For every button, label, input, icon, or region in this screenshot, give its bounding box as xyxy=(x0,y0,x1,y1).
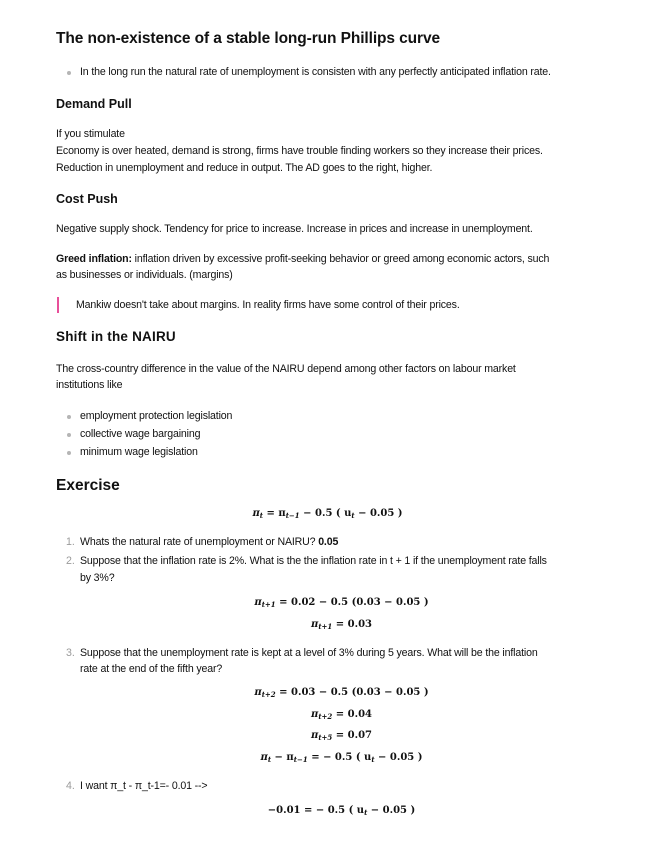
q2-equation-2: $\pi_{t+1} = 0.03$ xyxy=(310,619,372,631)
greed-inflation-definition: inflation driven by excessive profit-seeking behavior or greed among economic actors, such xyxy=(131,253,550,265)
question-2-line-2: by 3%? xyxy=(80,572,115,584)
quote-text: Mankiw doesn't take about margins. In reality firms have some control of their prices. xyxy=(76,299,460,311)
greed-inflation-line-2: as businesses or individuals. (margins) xyxy=(56,269,233,281)
nairu-item-2: collective wage bargaining xyxy=(80,428,201,440)
question-2-line-1: Suppose that the inflation rate is 2%. What is the the inflation rate in t + 1 if the unemployment rate falls xyxy=(80,555,547,567)
demand-pull-line-3: Reduction in unemployment and reduce in output. The AD goes to the right, higher. xyxy=(56,162,433,174)
question-1 xyxy=(80,534,338,551)
demand-pull-line-2: Economy is over heated, demand is strong, firms have trouble finding workers so they increase their prices. xyxy=(56,145,543,157)
exercise-heading: Exercise xyxy=(56,477,120,494)
list-number: 3. xyxy=(66,647,75,659)
list-number: 2. xyxy=(66,555,75,567)
q3-equation-2: $\pi_{t+2} = 0.04$ xyxy=(310,709,372,721)
bullet-dot xyxy=(67,71,71,75)
q3-equation-1: $\pi_{t+2} = 0.03 - 0.5$ (0.03 − 0.05 ) xyxy=(254,687,429,699)
cost-push-heading: Cost Push xyxy=(56,192,118,206)
demand-pull-line-1: If you stimulate xyxy=(56,128,125,140)
q4-equation: −0.01 = − 0.5 ( $u_t - 0.05$ ) xyxy=(267,805,416,817)
demand-pull-heading: Demand Pull xyxy=(56,97,132,111)
nairu-item-1: employment protection legislation xyxy=(80,410,233,422)
quote-bar xyxy=(57,297,59,313)
question-3-line-1: Suppose that the unemployment rate is kept at a level of 3% during 5 years. What will be the inflation xyxy=(80,647,538,659)
nairu-line-1: The cross-country difference in the value of the NAIRU depend among other factors on labour market xyxy=(56,363,516,375)
page-title: The non-existence of a stable long-run Phillips curve xyxy=(56,30,440,47)
question-1-text: Whats the natural rate of unemployment or NAIRU? xyxy=(80,536,319,548)
nairu-heading: Shift in the NAIRU xyxy=(56,329,176,344)
bullet-dot xyxy=(67,415,71,419)
question-3-line-2: rate at the end of the fifth year? xyxy=(80,663,223,675)
nairu-item-3: minimum wage legislation xyxy=(80,446,198,458)
greed-inflation-line-1 xyxy=(56,251,549,268)
list-number: 4. xyxy=(66,780,75,792)
cost-push-text: Negative supply shock. Tendency for price to increase. Increase in prices and increase in unemployment. xyxy=(56,223,533,235)
q2-equation-1: $\pi_{t+1} = 0.02 - 0.5$ (0.03 − 0.05 ) xyxy=(254,597,429,609)
question-1-answer: 0.05 xyxy=(318,536,339,548)
q3-equation-3: $\pi_{t+5} = 0.07$ xyxy=(310,730,372,742)
list-number: 1. xyxy=(66,536,75,548)
intro-bullet-text: In the long run the natural rate of unemployment is consisten with any perfectly anticipated inflation rate. xyxy=(80,66,551,78)
nairu-line-2: institutions like xyxy=(56,379,123,391)
bullet-dot xyxy=(67,433,71,437)
bullet-dot xyxy=(67,451,71,455)
main-equation: $\pi_t = \pi_{t-1} - 0.5$ ( $u_t - 0.05$ ) xyxy=(252,508,403,520)
greed-inflation-label: Greed inflation: xyxy=(56,253,132,265)
question-4-text: I want π_t - π_t-1=- 0.01 --> xyxy=(80,780,208,792)
q3-equation-4: $\pi_t - \pi_{t-1}$ = − 0.5 ( $u_t - 0.05$ ) xyxy=(260,752,423,764)
